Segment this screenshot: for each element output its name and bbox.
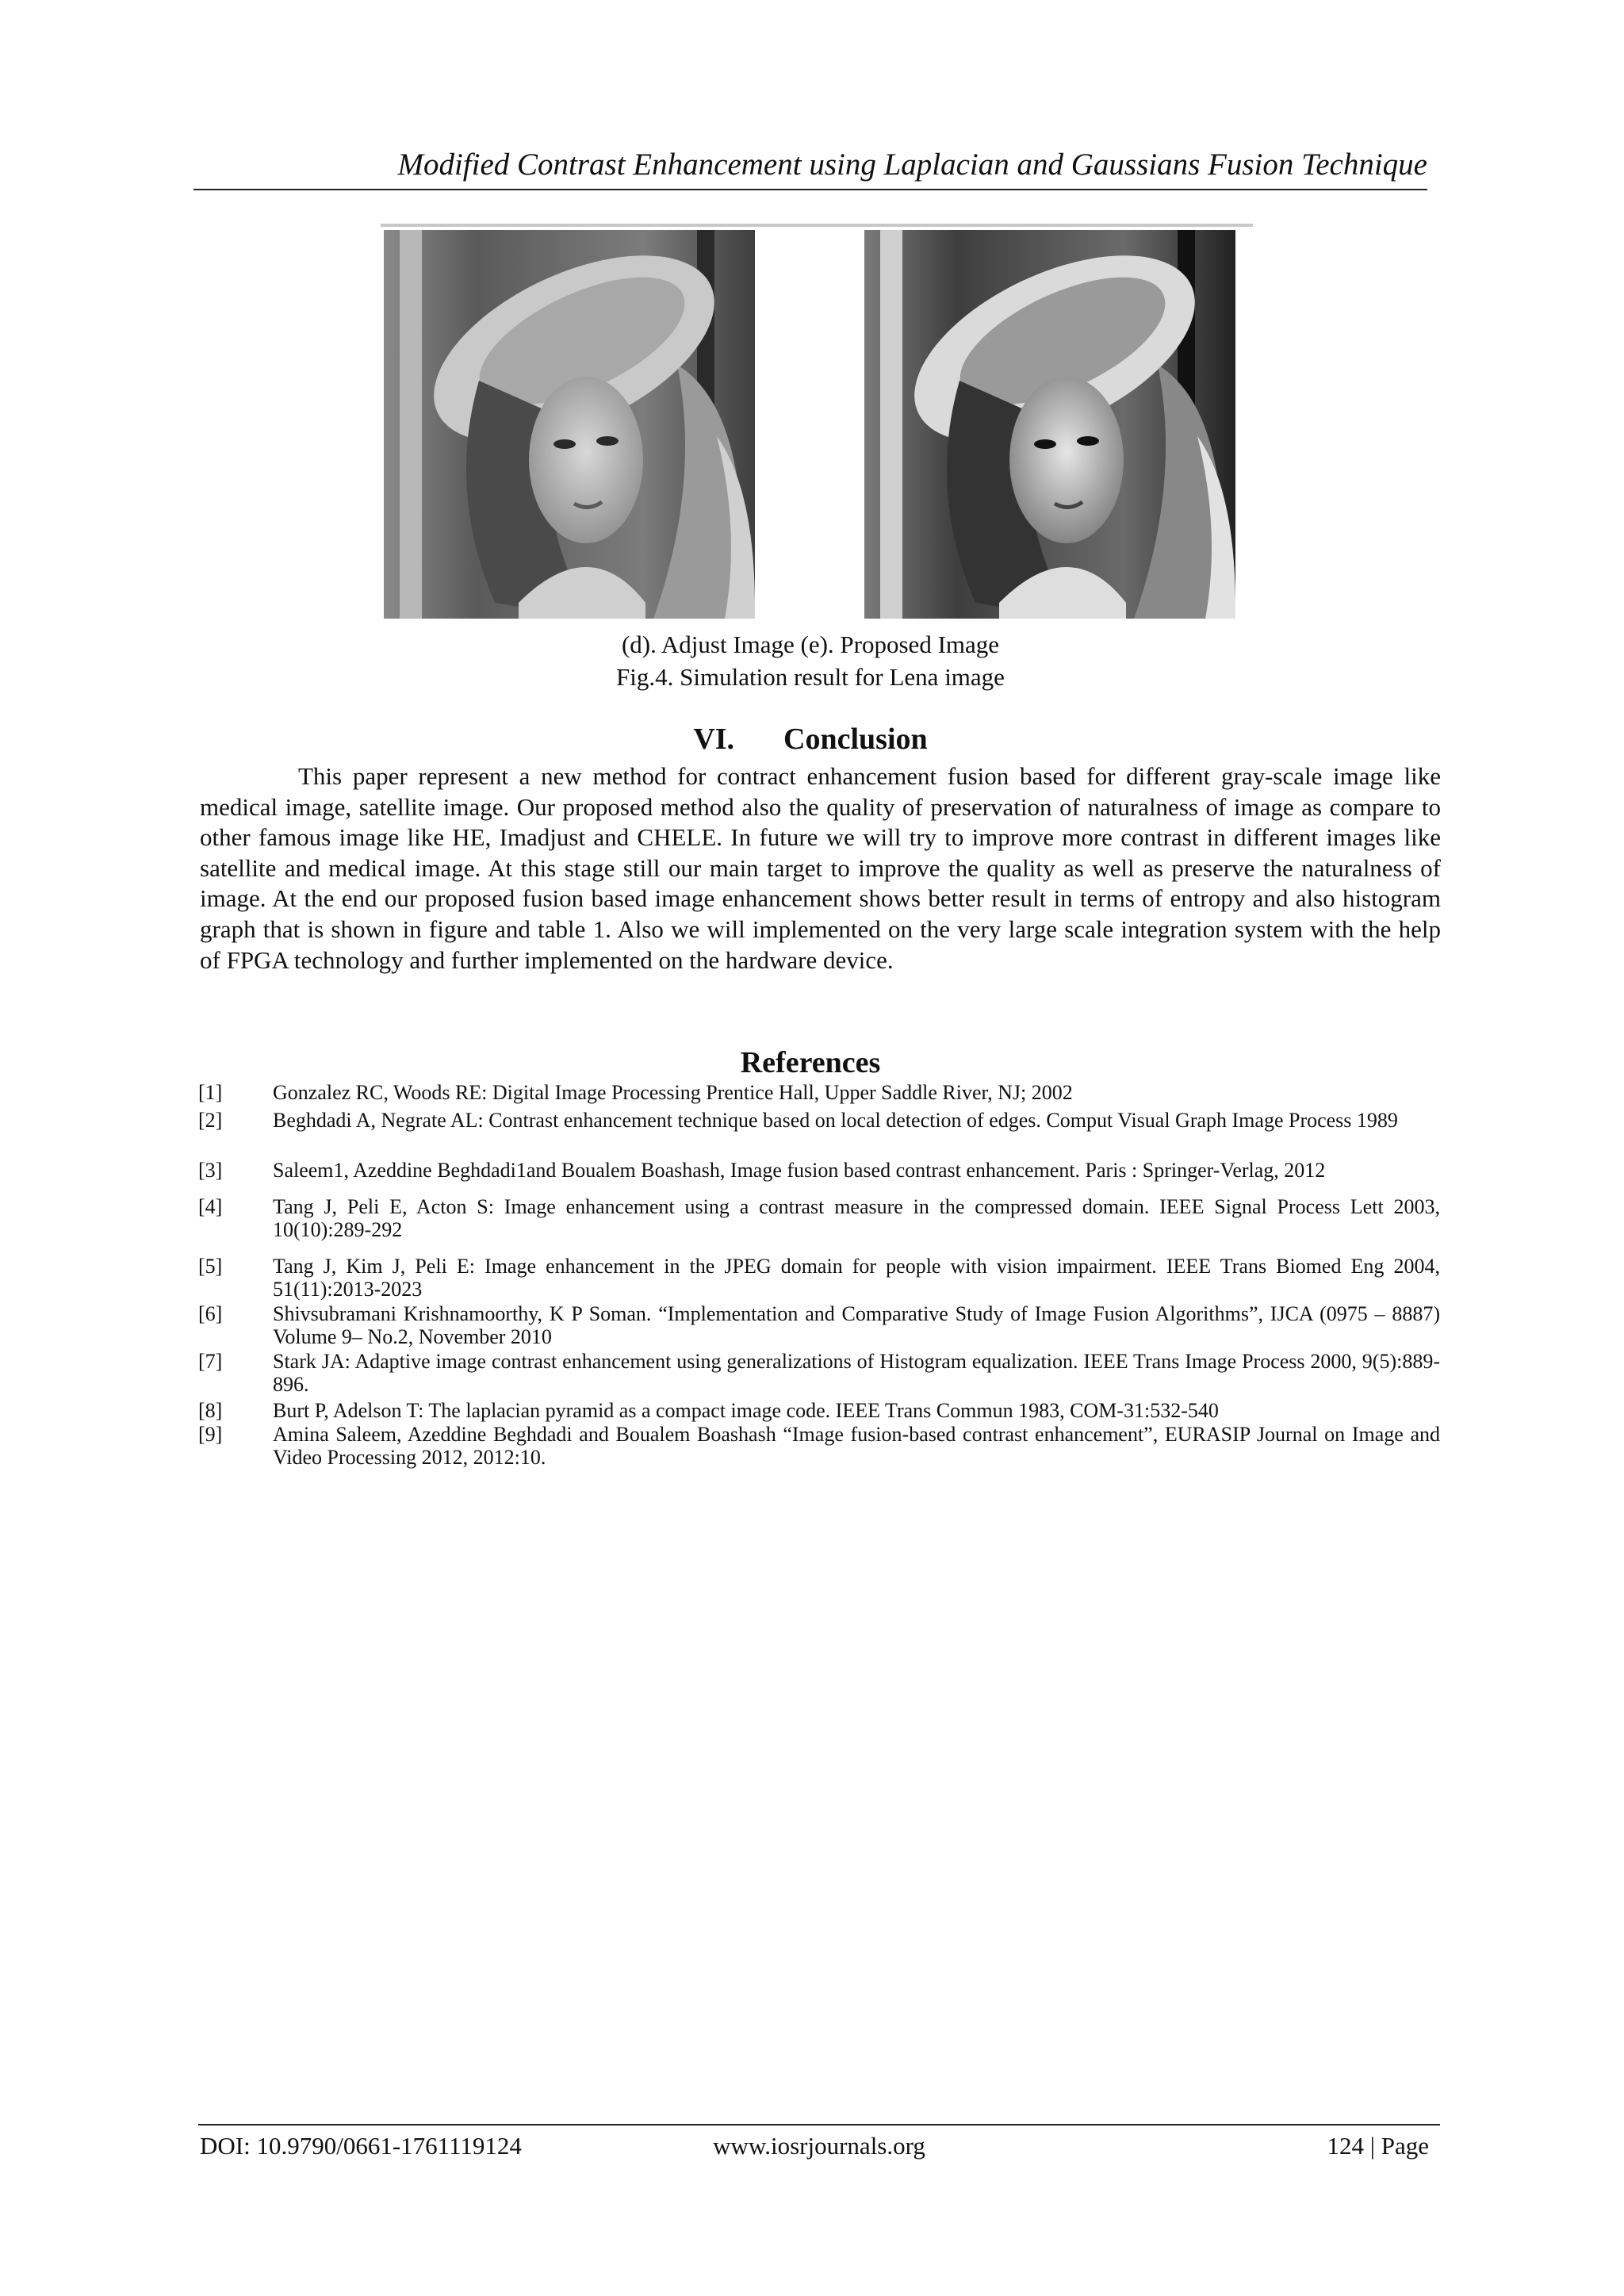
section-heading	[193, 722, 1427, 757]
proposed-image-photo	[864, 230, 1235, 619]
reference-number: [6]	[198, 1302, 223, 1325]
footer-page-number: 124 | Page	[1327, 2132, 1429, 2160]
reference-text: Amina Saleem, Azeddine Beghdadi and Boualem Boashash “Image fusion-based contrast enhancement”, EURASIP Journal on Image and Video Processing 2012, 2012:10.	[273, 1423, 1440, 1469]
reference-number: [5]	[198, 1255, 223, 1278]
reference-text: Gonzalez RC, Woods RE: Digital Image Processing Prentice Hall, Upper Saddle River, NJ; 2002	[273, 1081, 1073, 1104]
reference-text: Shivsubramani Krishnamoorthy, K P Soman. “Implementation and Comparative Study of Image Fusion Algorithms”, IJCA (0975 – 8887) Volume 9– No.2, November 2010	[273, 1302, 1440, 1348]
reference-item	[198, 1303, 1440, 1348]
reference-text: Saleem1, Azeddine Beghdadi1and Boualem Boashash, Image fusion based contrast enhancement. Paris : Springer-Verlag, 2012	[273, 1159, 1326, 1182]
reference-number: [9]	[198, 1423, 223, 1446]
reference-number: [8]	[198, 1399, 223, 1422]
adjust-image-panel	[384, 230, 755, 619]
conclusion-paragraph: This paper represent a new method for contract enhancement fusion based for different gray-scale image like medical image, satellite image. Our proposed method also the quality of preservation of naturalness of image as compare to other famous image like HE, Imadjust and CHELE. In future we will try to improve more contrast in different images like satellite and medical image. At this stage still our main target to improve the quality as well as preserve the naturalness of image. At the end our proposed fusion based image enhancement shows better result in terms of entropy and also histogram graph that is shown in figure and table 1. Also we will implemented on the very large scale integration system with the help of FPGA technology and further implemented on the hardware device.	[200, 762, 1441, 974]
reference-text: Beghdadi A, Negrate AL: Contrast enhancement technique based on local detection of edges. Comput Visual Graph Image Process 1989	[273, 1109, 1398, 1132]
reference-item	[198, 1351, 1440, 1396]
reference-number: [4]	[198, 1195, 223, 1218]
reference-item	[198, 1159, 1440, 1182]
reference-item	[198, 1424, 1440, 1469]
reference-number: [7]	[198, 1350, 223, 1373]
page-footer	[198, 2124, 1440, 2171]
footer-doi: DOI: 10.9790/0661-1761119124	[200, 2132, 522, 2160]
figure-caption: Fig.4. Simulation result for Lena image	[616, 663, 1005, 691]
reference-number: [2]	[198, 1109, 223, 1132]
section-title: Conclusion	[783, 723, 928, 756]
figure-sub-caption: (d). Adjust Image (e). Proposed Image	[621, 631, 1000, 658]
figure-lena-results	[381, 224, 1253, 622]
reference-item	[198, 1400, 1440, 1423]
reference-text: Tang J, Peli E, Acton S: Image enhancement using a contrast measure in the compressed domain. IEEE Signal Process Lett 2003, 10(10):289-292	[273, 1195, 1440, 1241]
references-heading: References	[740, 1046, 881, 1079]
proposed-image-panel	[864, 230, 1235, 619]
section-number: VI.	[693, 723, 735, 756]
reference-number: [3]	[198, 1159, 223, 1182]
reference-item	[198, 1196, 1440, 1241]
figure-top-rule	[381, 224, 1253, 227]
running-header	[193, 148, 1427, 190]
reference-item	[198, 1110, 1440, 1133]
adjust-image-photo	[384, 230, 755, 619]
reference-item	[198, 1255, 1440, 1301]
reference-item	[198, 1082, 1440, 1105]
reference-text: Stark JA: Adaptive image contrast enhancement using generalizations of Histogram equalization. IEEE Trans Image Process 2000, 9(5):889-896.	[273, 1350, 1440, 1396]
running-title: Modified Contrast Enhancement using Laplacian and Gaussians Fusion Technique	[397, 148, 1427, 182]
reference-text: Burt P, Adelson T: The laplacian pyramid as a compact image code. IEEE Trans Commun 1983, COM-31:532-540	[273, 1399, 1219, 1422]
reference-number: [1]	[198, 1081, 223, 1104]
reference-text: Tang J, Kim J, Peli E: Image enhancement in the JPEG domain for people with vision impairment. IEEE Trans Biomed Eng 2004, 51(11):2013-2023	[273, 1255, 1440, 1301]
footer-website: www.iosrjournals.org	[713, 2132, 925, 2160]
